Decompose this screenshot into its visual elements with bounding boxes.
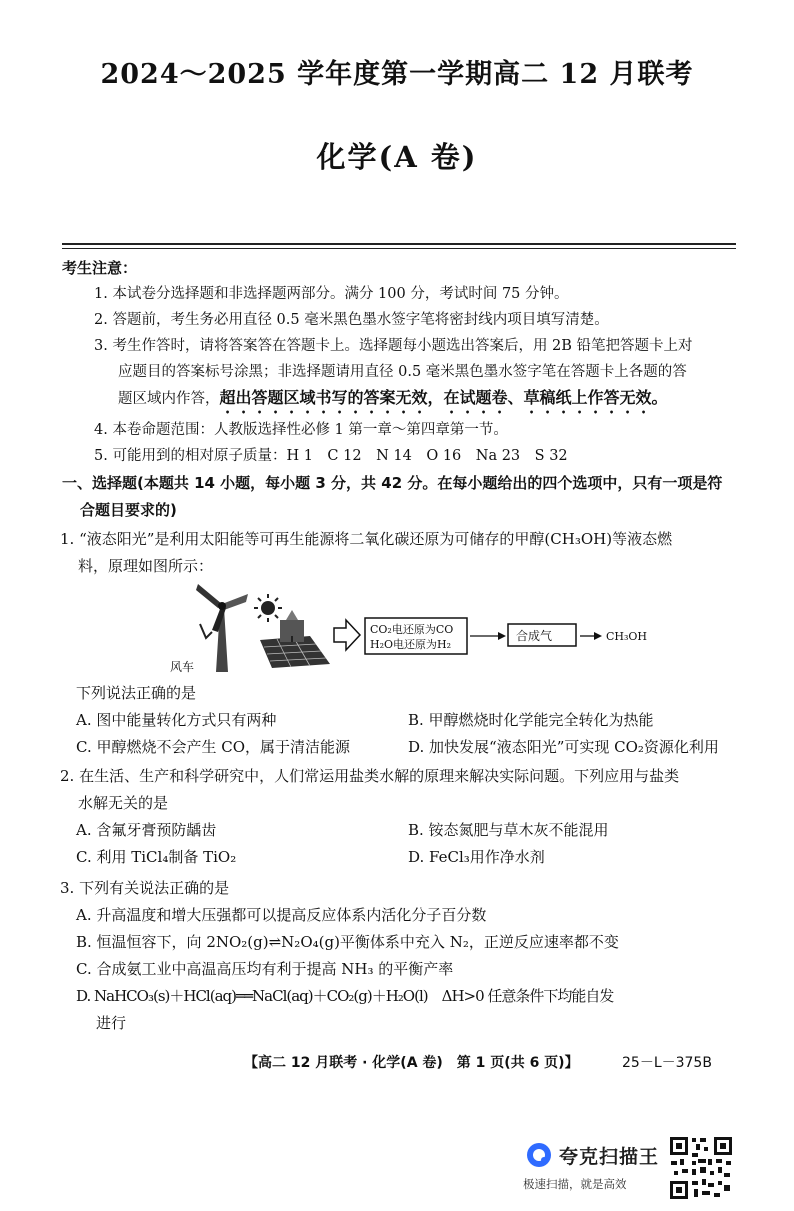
- notice-heading: 考生注意：: [62, 259, 138, 277]
- methanol-label: CH₃OH: [606, 630, 648, 643]
- footer-left: 【高二 12 月联考 · 化学(A 卷) 第 1 页(共 6 页)】: [244, 1055, 579, 1071]
- notice-emphasis: 超出答题区域书写的答案无效，在试题卷、草稿纸上作答无效。: [219, 388, 668, 407]
- scanner-watermark: [523, 1138, 673, 1198]
- q3-option-d-cont: 进行: [96, 1014, 127, 1032]
- q1-option-c: C. 甲醇燃烧不会产生 CO，属于清洁能源: [76, 738, 351, 756]
- reduction-box-line2: H₂O电还原为H₂: [370, 638, 452, 651]
- divider-thin: [62, 248, 736, 249]
- scanner-brand-name: 夸克扫描王: [559, 1146, 660, 1168]
- notice-item-4: 4. 本卷命题范围：人教版选择性必修 1 第一章～第四章第一节。: [94, 422, 508, 438]
- windmill-label: 风车: [170, 660, 195, 674]
- question-1-options: [60, 680, 744, 761]
- q2-option-c: C. 利用 TiCl₄制备 TiO₂: [76, 848, 237, 866]
- q1-options-row1: [60, 707, 744, 734]
- question-2: [60, 763, 744, 871]
- divider-thick: [62, 243, 736, 245]
- q2-options-row1: [60, 817, 744, 844]
- solar-panel-icon: [260, 610, 330, 668]
- q1-stem-line1: 1. “液态阳光”是利用太阳能等可再生能源将二氧化碳还原为可储存的甲醇(CH₃OH)等液态燃: [60, 530, 673, 548]
- notice-item-3: 3. 考生作答时，请将答案答在答题卡上。选择题每小题选出答案后，用 2B 铅笔把答题卡上对: [94, 338, 693, 354]
- qr-code-icon: [668, 1135, 734, 1201]
- scanner-logo-icon: [525, 1141, 553, 1169]
- exam-subtitle: 化学(A 卷): [316, 140, 478, 174]
- footer-right: 25－L－375B: [622, 1055, 712, 1071]
- arrow-head-1: [498, 632, 506, 640]
- notice-item-1: 1. 本试卷分选择题和非选择题两部分。满分 100 分，考试时间 75 分钟。: [94, 286, 569, 302]
- q1-option-d: D. 加快发展“液态阳光”可实现 CO₂资源化利用: [408, 738, 719, 756]
- notice-item-2: 2. 答题前，考生务必用直径 0.5 毫米黑色墨水签字笔将密封线内项目填写清楚。: [94, 312, 609, 328]
- notice-block: [62, 255, 742, 469]
- question-1: [60, 526, 744, 580]
- q1-figure: [160, 580, 680, 680]
- section-heading-line1: 一、选择题(本题共 14 小题，每小题 3 分，共 42 分。在每小题给出的四个选项中，只有一项是符: [62, 474, 723, 492]
- scanner-slogan: 极速扫描，就是高效: [523, 1177, 627, 1191]
- big-arrow: [334, 620, 360, 650]
- q1-prompt: 下列说法正确的是: [76, 684, 197, 702]
- exam-title: 2024～2025 学年度第一学期高二 12 月联考: [100, 59, 694, 90]
- reduction-box-line1: CO₂电还原为CO: [370, 623, 454, 636]
- arrow-head-2: [594, 632, 602, 640]
- q3-stem: 3. 下列有关说法正确的是: [60, 879, 230, 897]
- notice-item-3-cont2: [62, 385, 742, 417]
- notice-item-3-cont: 应题目的答案标号涂黑；非选择题请用直径 0.5 毫米黑色墨水签字笔在答题卡上各题的答: [118, 364, 687, 380]
- q3-option-d: D. NaHCO₃(s)＋HCl(aq)══NaCl(aq)＋CO₂(g)＋H₂O(l) ΔH>0 任意条件下均能自发: [76, 987, 614, 1005]
- q1-option-a: A. 图中能量转化方式只有两种: [76, 711, 277, 729]
- sun-icon: [254, 594, 282, 622]
- q3-option-c: C. 合成氨工业中高温高压均有利于提高 NH₃ 的平衡产率: [76, 960, 454, 978]
- q2-option-b: B. 铵态氮肥与草木灰不能混用: [408, 821, 609, 839]
- q1-option-b: B. 甲醇燃烧时化学能完全转化为热能: [408, 711, 654, 729]
- q2-stem-line1: 2. 在生活、生产和科学研究中，人们常运用盐类水解的原理来解决实际问题。下列应用与盐类: [60, 767, 680, 785]
- question-3: [60, 875, 744, 1037]
- section-heading: [62, 470, 742, 524]
- section-heading-line2: 合题目要求的): [80, 501, 177, 519]
- q2-stem-line2: 水解无关的是: [78, 794, 169, 812]
- notice-item-5: 5. 可能用到的相对原子质量：H 1 C 12 N 14 O 16 Na 23 S 32: [94, 448, 568, 464]
- q2-option-d: D. FeCl₃用作净水剂: [408, 848, 545, 866]
- q2-options-row2: [60, 844, 744, 871]
- notice-item-3-tail: 题区域内作答，: [118, 391, 220, 407]
- q3-option-b: B. 恒温恒容下，向 2NO₂(g)⇌N₂O₄(g)平衡体系中充入 N₂，正逆反应速率都不变: [76, 933, 619, 951]
- q1-options-row2: [60, 734, 744, 761]
- windmill-icon: [196, 584, 248, 672]
- q2-option-a: A. 含氟牙膏预防龋齿: [76, 821, 217, 839]
- q3-option-a: A. 升高温度和增大压强都可以提高反应体系内活化分子百分数: [76, 906, 487, 924]
- syngas-label: 合成气: [516, 629, 553, 643]
- q1-stem-line2: 料，原理如图所示：: [78, 557, 214, 575]
